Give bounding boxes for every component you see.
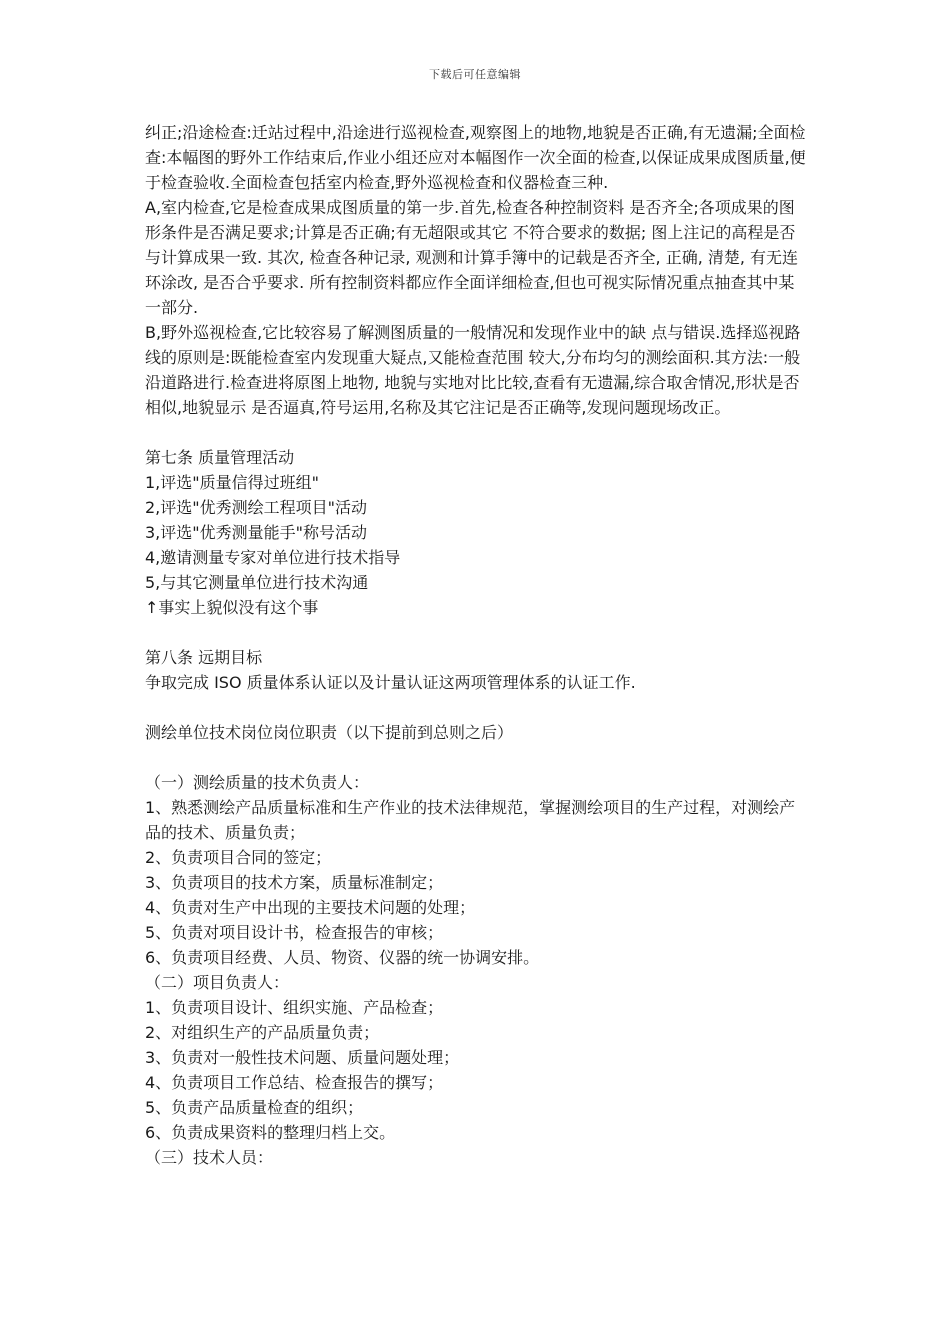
article8-text: 争取完成 ISO 质量体系认证以及计量认证这两项管理体系的认证工作. [145,673,636,692]
section1-item: 5、负责对项目设计书，检查报告的审核； [145,923,444,942]
section1-item: 6、负责项目经费、人员、物资、仪器的统一协调安排。 [145,948,540,967]
article7-note: ↑事实上貌似没有这个事 [145,598,319,617]
spacer [145,420,810,445]
section2-item: 3、负责对一般性技术问题、质量问题处理； [145,1048,460,1067]
section1-title: （一）测绘质量的技术负责人： [145,773,370,792]
section1-item: 4、负责对生产中出现的主要技术问题的处理； [145,898,476,917]
article8-title: 第八条 远期目标 [145,648,263,667]
section2-item: 5、负责产品质量检查的组织； [145,1098,364,1117]
intro-paragraph: 纠正;沿途检查:迁站过程中,沿途进行巡视检查,观察图上的地物,地貌是否正确,有无遗漏;全面检查:本幅图的野外工作结束后,作业小组还应对本幅图作一次全面的检查,以保证成果成图质量,便于检查验收.全面检查包括室内检查,野外巡视检查和仪器检查三种. [145,123,806,192]
section2-item: 1、负责项目设计、组织实施、产品检查； [145,998,444,1017]
section2-item: 6、负责成果资料的整理归档上交。 [145,1123,396,1142]
article7-item: 3,评选"优秀测量能手"称号活动 [145,523,367,542]
section1-item: 1、熟悉测绘产品质量标准和生产作业的技术法律规范，掌握测绘项目的生产过程，对测绘产品的技术、质量负责； [145,798,796,842]
spacer [145,745,810,770]
section1-item: 3、负责项目的技术方案，质量标准制定； [145,873,444,892]
article7-item: 4,邀请测量专家对单位进行技术指导 [145,548,401,567]
section2-item: 4、负责项目工作总结、检查报告的撰写； [145,1073,444,1092]
field-check-paragraph: B,野外巡视检查,它比较容易了解测图质量的一般情况和发现作业中的缺 点与错误.选择巡视路线的原则是:既能检查室内发现重大疑点,又能检查范围 较大,分布均匀的测绘面积.其方法:一般沿道路进行.检查进将原图上地物, 地貌与实地对比比较,查看有无遗漏,综合取舍情况,形状是否相似,地貌显示 是否逼真,符号运用,名称及其它注记是否正确等,发现问题现场改正。 [145,323,801,417]
section2-item: 2、对组织生产的产品质量负责； [145,1023,380,1042]
document-body [145,120,810,1170]
section3-title: （三）技术人员： [145,1148,274,1167]
indoor-check-paragraph: A,室内检查,它是检查成果成图质量的第一步.首先,检查各种控制资料 是否齐全;各项成果的图形条件是否满足要求;计算是否正确;有无超限或其它 不符合要求的数据; 图上注记的高程是否与计算成果一致. 其次, 检查各种记录, 观测和计算手簿中的记载是否齐全, 正确, 清楚, 有无连环涂改, 是否合乎要求. 所有控制资料都应作全面详细检查,但也可视实际情况重点抽查其中某一部分. [145,198,799,317]
spacer [145,695,810,720]
article7-item: 5,与其它测量单位进行技术沟通 [145,573,369,592]
article7-item: 2,评选"优秀测绘工程项目"活动 [145,498,367,517]
article7-item: 1,评选"质量信得过班组" [145,473,319,492]
spacer [145,620,810,645]
duties-title: 测绘单位技术岗位岗位职责（以下提前到总则之后） [145,723,514,742]
article7-title: 第七条 质量管理活动 [145,448,295,467]
section2-title: （二）项目负责人： [145,973,290,992]
section1-item: 2、负责项目合同的签定； [145,848,332,867]
page-header: 下载后可任意编辑 [429,68,521,81]
